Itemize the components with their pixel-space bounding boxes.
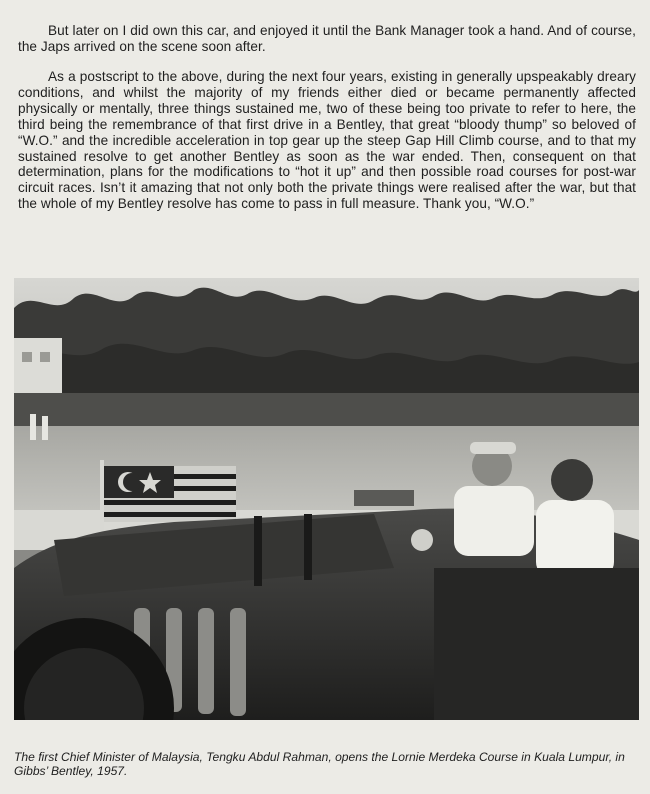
paragraph-intro: But later on I did own this car, and enjoyed it until the Bank Manager took a hand. And of course, the Japs arrived on the scene soon after. [18, 23, 636, 54]
paragraph-postscript: As a postscript to the above, during the next four years, existing in generally upspeakably dreary conditions, and whilst the majority of my friends either died or became permanently affected physically or mentally, three things sustained me, two of these being too private to refer to here, the third being the remembrance of that first drive in a Bentley, that great “bloody thump” so beloved of “W.O.” and the incredible acceleration in top gear up the steep Gap Hill Climb course, and to that my sustained resolve to get another Bentley as soon as the war ended. Then, consequent on that determination, plans for the modifications to “hot it up” and then possible road courses for post-war circuit races. Isn’t it amazing that not only both the private things were realised after the war, but that the whole of my Bentley resolve has come to pass in full measure. Thank you, “W.O.” [18, 69, 636, 212]
photo-caption: The first Chief Minister of Malaysia, Tengku Abdul Rahman, opens the Lornie Merdeka Course in Kuala Lumpur, in Gibbs’ Bentley, 1957. [14, 750, 625, 778]
bentley-photograph [14, 278, 639, 720]
photo-illustration [14, 278, 639, 720]
